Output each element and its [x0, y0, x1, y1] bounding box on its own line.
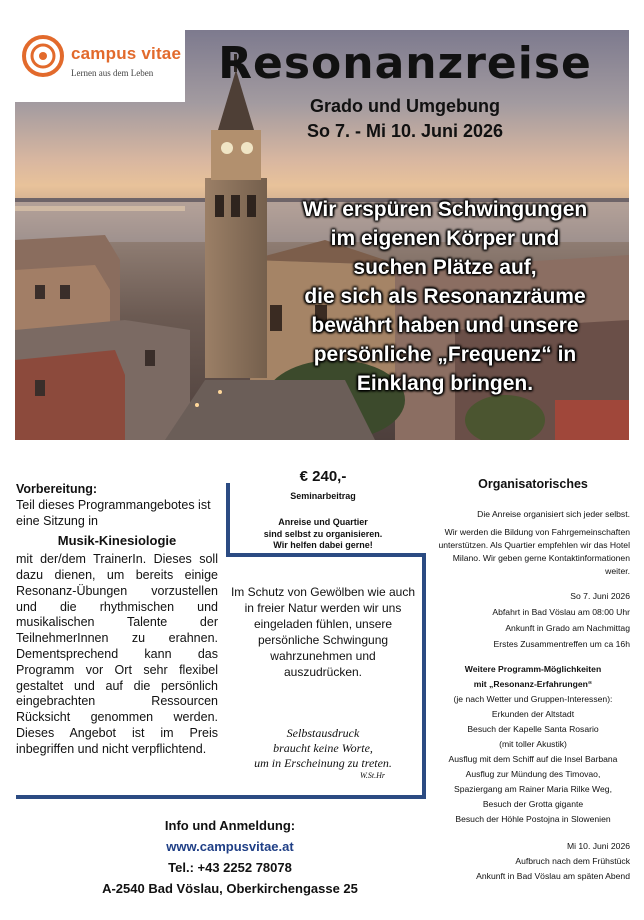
- contact-heading: Info und Anmeldung:: [164, 818, 296, 833]
- day1-item: Ankunft in Grado am Nachmittag: [505, 623, 630, 633]
- preparation-section: [16, 482, 218, 758]
- program-item: Besuch der Kapelle Santa Rosario: [467, 724, 599, 734]
- hero-line: bewährt haben und unsere: [311, 314, 579, 337]
- hero-line: suchen Plätze auf,: [353, 256, 537, 279]
- organisation-heading: Organisatorisches: [478, 477, 588, 491]
- preparation-heading: Vorbereitung:: [16, 482, 98, 496]
- brand-name: campus vitae: [71, 44, 182, 63]
- frame-divider: [16, 795, 426, 799]
- address: A-2540 Bad Vöslau, Oberkirchengasse 25: [102, 881, 358, 896]
- quote-author: W.St.Hr: [360, 771, 386, 780]
- preparation-highlight: Musik-Kinesiologie: [57, 533, 177, 549]
- hero-line: im eigenen Körper und: [330, 227, 560, 250]
- page-title: Resonanzreise: [218, 38, 592, 89]
- contact-section: [60, 815, 400, 899]
- middle-text: Im Schutz von Gewölben wie auch in freier Natur werden wir uns eingeladen fühlen, unsere persönliche Schwingung wahrzunehmen und auszudrücken.: [230, 585, 416, 679]
- program-item: Ausflug mit dem Schiff auf die Insel Barbana: [448, 754, 618, 764]
- hero-line: persönliche „Frequenz“ in: [313, 343, 577, 366]
- quote: [230, 726, 416, 771]
- program-heading: mit „Resonanz-Erfahrungen“: [473, 679, 593, 689]
- phone-number: Tel.: +43 2252 78078: [168, 860, 292, 875]
- quote-line: um in Erscheinung zu treten.: [254, 756, 392, 770]
- program-item: Besuch der Höhle Postojna in Slowenien: [455, 814, 611, 824]
- last-day-item: Ankunft in Bad Vöslau am späten Abend: [476, 871, 630, 881]
- program-note: (je nach Wetter und Gruppen-Interessen):: [453, 694, 613, 704]
- quote-line: braucht keine Worte,: [273, 741, 373, 755]
- hero-line: die sich als Resonanzräume: [304, 285, 586, 308]
- preparation-intro: Teil dieses Programmangebotes ist eine Sitzung in: [16, 497, 211, 528]
- hero-text: [255, 195, 635, 398]
- program-item: (mit toller Akustik): [499, 739, 567, 749]
- organisation-p2: Wir werden die Bildung von Fahrgemeinschaften unterstützen. Als Quartier empfehlen wir das Hotel Milano. Wir geben gerne Kontaktinformationen weiter.: [438, 527, 630, 576]
- hero-line: Einklang bringen.: [356, 372, 534, 395]
- day1-item: Abfahrt in Bad Vöslau am 08:00 Uhr: [492, 607, 630, 617]
- campus-vitae-logo-icon: [21, 34, 65, 78]
- website-link[interactable]: www.campusvitae.at: [166, 839, 294, 854]
- last-day-date: Mi 10. Juni 2026: [566, 841, 630, 851]
- travel-note-line: Anreise und Quartier: [278, 517, 368, 527]
- frame-divider: [226, 553, 426, 557]
- price-amount: € 240,-: [299, 468, 347, 485]
- preparation-body: mit der/dem TrainerIn. Dieses soll dazu dienen, um bereits einige Resonanz-Übungen vorzustellen und die rhythmischen und musikalischen Talente der TeilnehmerInnen zu erahnen. Dementsprechend kann das Programm vor Ort sehr flexibel gestaltet und auf die persönlich eingebrachten Ressourcen Rücksicht genommen werden. Dieses Angebot ist im Preis inbegriffen und nicht verpflichtend.: [16, 552, 218, 756]
- last-day-item: Aufbruch nach dem Frühstück: [515, 856, 630, 866]
- travel-note-line: Wir helfen dabei gerne!: [273, 540, 373, 550]
- day1-date: So 7. Juni 2026: [570, 591, 630, 601]
- page-subtitle: [190, 94, 620, 144]
- subtitle-location: Grado und Umgebung: [310, 96, 500, 116]
- subtitle-dates: So 7. - Mi 10. Juni 2026: [306, 121, 504, 141]
- program-item: Ausflug zur Mündung des Timovao,: [465, 769, 601, 779]
- program-item: Spaziergang am Rainer Maria Rilke Weg,: [454, 784, 612, 794]
- program-item: Erkunden der Altstadt: [491, 709, 575, 719]
- logo: [15, 30, 185, 102]
- organisation-section: [436, 478, 630, 883]
- travel-note: [228, 517, 418, 552]
- frame-divider: [226, 483, 230, 556]
- program-item: Besuch der Grotta gigante: [482, 799, 584, 809]
- quote-line: Selbstausdruck: [286, 726, 360, 740]
- price-label: Seminarbeitrag: [290, 491, 356, 501]
- frame-divider: [422, 553, 426, 798]
- day1-item: Erstes Zusammentreffen um ca 16h: [493, 639, 630, 649]
- travel-note-line: sind selbst zu organisieren.: [263, 528, 383, 539]
- hero-line: Wir erspüren Schwingungen: [302, 198, 588, 221]
- organisation-p1: Die Anreise organisiert sich jeder selbst.: [477, 509, 630, 519]
- program-heading: Weitere Programm-Möglichkeiten: [464, 664, 602, 674]
- brand-tagline: Lernen aus dem Leben: [71, 68, 154, 78]
